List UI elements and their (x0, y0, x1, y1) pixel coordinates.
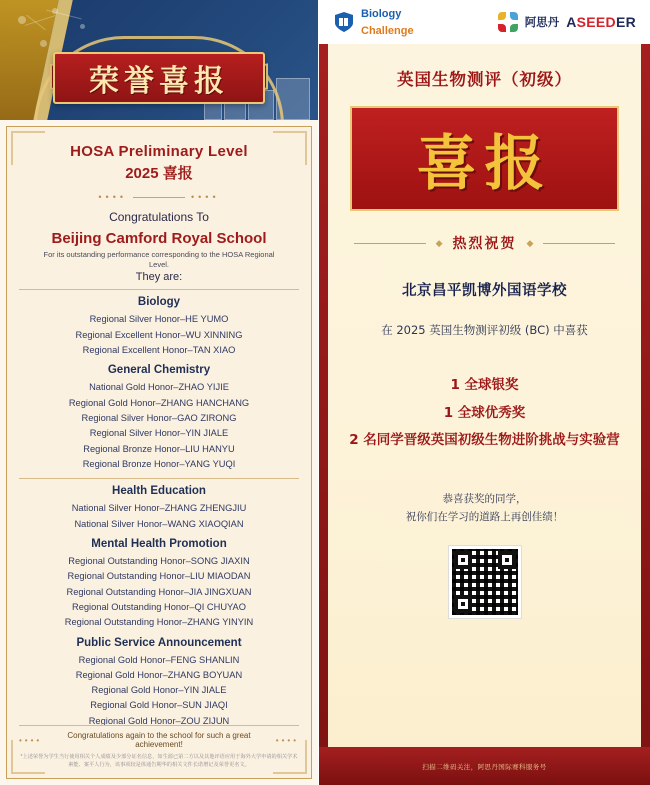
award-item: National Silver Honor–WANG XIAOQIAN (74, 518, 244, 529)
congrats-band-text: 热烈祝贺 (452, 236, 517, 252)
logo-line-1: Biology (361, 8, 402, 21)
right-poster-body (319, 44, 650, 785)
section-divider-1 (19, 478, 299, 479)
xibao-text: 喜报 (416, 128, 553, 199)
qr-caption-bar (319, 747, 650, 785)
side-band-left (319, 44, 328, 785)
corner-ornament-top-left (11, 131, 45, 165)
section-category: Mental Health Promotion (91, 537, 227, 550)
award-section (19, 637, 299, 730)
award-item: Regional Gold Honor–YIN JIALE (91, 685, 227, 696)
dots-right: •••• (191, 192, 220, 202)
left-title-line1: HOSA Preliminary Level (70, 143, 248, 160)
section-category: Health Education (112, 485, 206, 498)
divider-dots-top (19, 192, 299, 202)
award-item: Regional Outstanding Honor–JIA JINGXUAN (66, 586, 252, 597)
footer-dots-left: •••• (19, 735, 43, 745)
footer-dots-right: •••• (275, 735, 299, 745)
right-award-item: 1 全球银奖 (450, 377, 519, 393)
award-item: Regional Gold Honor–SUN JIAQI (90, 700, 228, 711)
award-section (19, 538, 299, 631)
footer-message: Congratulations again to the school for such a great achievement! (67, 731, 251, 750)
left-subnote: For its outstanding performance corresponding to the HOSA Regional Level. (43, 250, 275, 270)
left-title-line2: 2025 喜报 (125, 165, 193, 182)
closing-line-1: 恭喜获奖的同学， (442, 493, 527, 506)
left-poster (0, 0, 318, 785)
qr-eye-top-left (454, 551, 472, 569)
right-poster (318, 0, 650, 785)
award-item: Regional Silver Honor–YIN JIALE (89, 428, 229, 439)
qr-caption: 扫描二维码关注，阿思丹国际赛科服务号 (422, 763, 547, 771)
award-section (19, 364, 299, 472)
side-band-right (641, 44, 650, 785)
biology-challenge-wordmark (361, 5, 414, 39)
award-section (19, 485, 299, 532)
left-poster-header (0, 0, 318, 120)
right-award-list (328, 372, 641, 455)
xibao-banner (350, 106, 619, 211)
dots-left: •••• (98, 192, 127, 202)
footer-dots-row (19, 731, 299, 749)
banner-title-ribbon (53, 52, 265, 104)
band-line-right (543, 243, 615, 244)
footer-divider (19, 725, 299, 726)
partner-logo (498, 12, 636, 32)
band-line-left (354, 243, 426, 244)
section-category: General Chemistry (107, 364, 211, 377)
qr-code-area (328, 545, 641, 619)
award-item: Regional Excellent Honor–WU XINNING (75, 329, 243, 340)
qr-code[interactable] (448, 545, 522, 619)
award-item: Regional Outstanding Honor–ZHANG YINYIN (64, 617, 254, 628)
right-closing-message (328, 491, 641, 527)
award-item: Regional Outstanding Honor–LIU MIAODAN (67, 571, 251, 582)
award-section (19, 296, 299, 358)
award-item: Regional Bronze Honor–LIU HANYU (83, 443, 235, 454)
award-item: Regional Outstanding Honor–QI CHUYAO (72, 601, 246, 612)
congrats-band (354, 233, 615, 253)
biology-challenge-logo (333, 5, 414, 39)
they-are-label: They are: (135, 271, 183, 284)
award-item: Regional Gold Honor–ZHANG BOYUAN (75, 669, 243, 680)
band-diamond-left: ◆ (435, 237, 443, 248)
right-award-item: 1 全球优秀奖 (443, 404, 526, 421)
award-item: Regional Silver Honor–HE YUMO (89, 314, 229, 325)
section-divider-0 (19, 289, 299, 290)
partner-name-cn: 阿思丹 (524, 17, 560, 29)
qr-eye-bottom-left (454, 595, 472, 613)
left-school-name: Beijing Camford Royal School (51, 230, 267, 247)
partner-name-en: ASEEDER (566, 14, 636, 30)
bookshield-icon (333, 11, 355, 33)
award-item: Regional Gold Honor–FENG SHANLIN (78, 654, 240, 665)
right-heading: 英国生物测评（初级） (397, 70, 572, 89)
award-item: Regional Bronze Honor–YANG YUQI (82, 458, 236, 469)
logo-line-2: Challenge (361, 25, 414, 37)
divider-line-left (133, 197, 185, 198)
banner-title: 荣誉喜报 (89, 64, 229, 99)
award-item: Regional Gold Honor–ZHANG HANCHANG (68, 397, 250, 408)
right-poster-content (328, 44, 641, 785)
flower-icon (498, 12, 518, 32)
left-footer (19, 719, 299, 770)
footer-disclaimer: *上述荣誉为学生当行使用相关个人成绩及少部分证名信息，如生源已第二方以及其他评语应用于海外大学申请的相关学术素能、案平人行为，该事项较是体通告期华的相关文件长诺增记及荣誉更名文。 (20, 754, 298, 769)
qr-pattern (452, 549, 518, 615)
section-category: Public Service Announcement (76, 636, 242, 649)
corner-ornament-top-right (273, 131, 307, 165)
qr-eye-top-right (498, 551, 516, 569)
award-item: National Silver Honor–ZHANG ZHENGJIU (71, 503, 247, 514)
right-school-name: 北京昌平凯博外国语学校 (402, 283, 567, 299)
right-context-line: 在 2025 英国生物测评初级 (BC) 中喜获 (381, 323, 588, 337)
section-category: Biology (137, 296, 181, 309)
closing-line-2: 祝你们在学习的道路上再创佳绩！ (405, 510, 564, 523)
left-poster-body (6, 126, 312, 779)
right-award-item: 2 名同学晋级英国初级生物进阶挑战与实验营 (349, 432, 620, 449)
award-item: Regional Gold Honor–ZOU ZIJUN (88, 715, 230, 726)
award-item: Regional Outstanding Honor–SONG JIAXIN (68, 555, 250, 566)
award-item: National Gold Honor–ZHAO YIJIE (89, 382, 229, 393)
award-item: Regional Excellent Honor–TAN XIAO (82, 344, 236, 355)
right-poster-logo-bar (319, 0, 650, 44)
congratulations-label: Congratulations To (109, 210, 209, 224)
seeder-accent: SEED (576, 14, 616, 30)
band-diamond-right: ◆ (526, 237, 534, 248)
award-item: Regional Silver Honor–GAO ZIRONG (81, 412, 237, 423)
